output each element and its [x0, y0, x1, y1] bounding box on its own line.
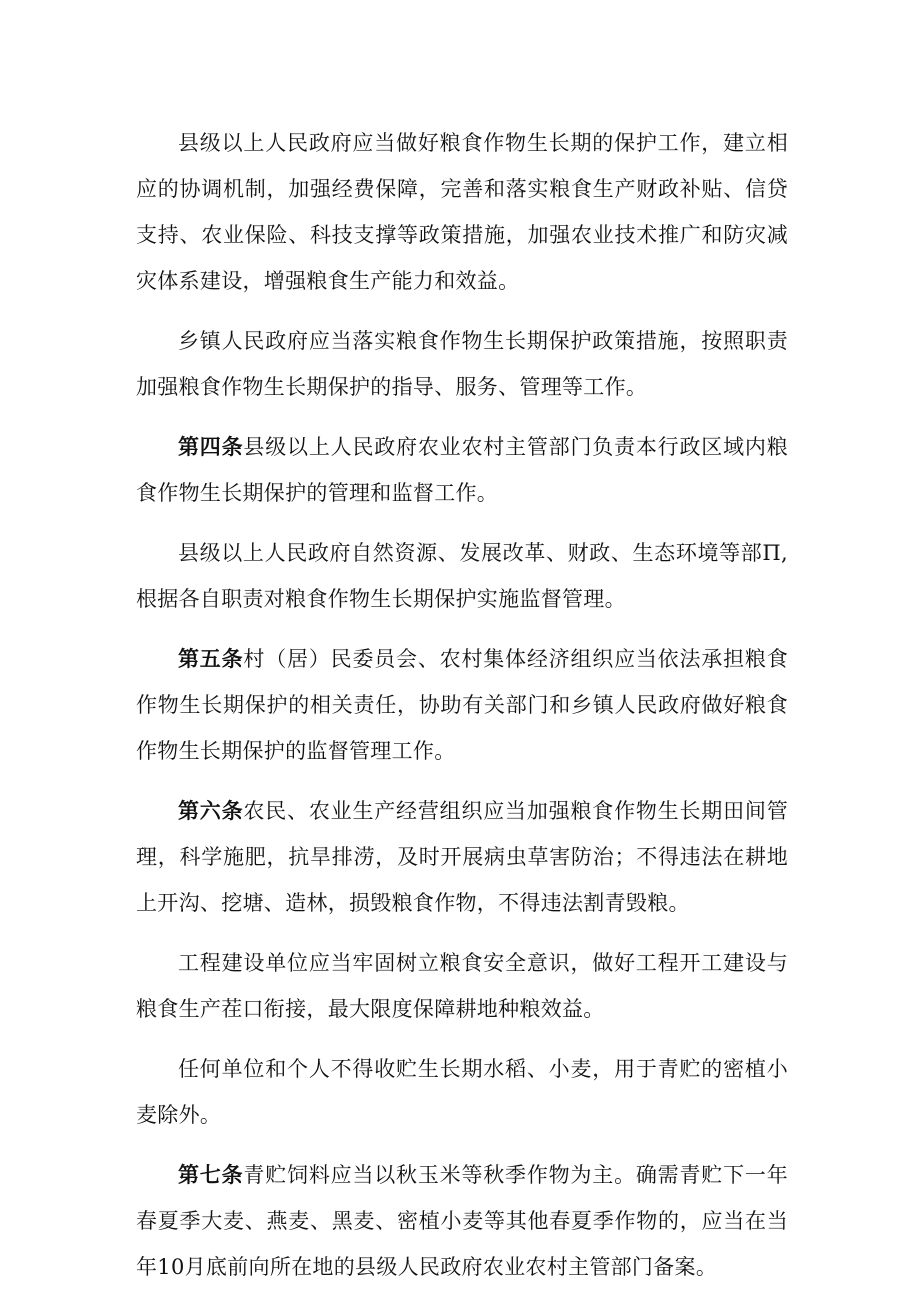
- article-number: 第五条: [178, 646, 244, 671]
- paragraph-text: 乡镇人民政府应当落实粮食作物生长期保护政策措施，按照职责加强粮食作物生长期保护的指导、服务、管理等工作。: [136, 329, 788, 399]
- article-number: 第六条: [178, 798, 244, 823]
- paragraph-text: 县级以上人民政府农业农村主管部门负责本行政区域内粮食作物生长期保护的管理和监督工作。: [136, 435, 789, 505]
- paragraph-7: [136, 940, 788, 1032]
- paragraph-text: 青贮饲料应当以秋玉米等秋季作物为主。确需青贮下一年春夏季大麦、燕麦、黑麦、密植小麦等其他春夏季作物的，应当在当年10月底前向所在地的县级人民政府农业农村主管部门备案。: [136, 1163, 789, 1279]
- article-4: [136, 424, 788, 516]
- paragraph-text: 村（居）民委员会、农村集体经济组织应当依法承担粮食作物生长期保护的相关责任，协助有关部门和乡镇人民政府做好粮食作物生长期保护的监督管理工作。: [136, 647, 789, 763]
- paragraph-4: [136, 530, 788, 622]
- paragraph-8: [136, 1046, 788, 1138]
- article-5: [136, 636, 788, 774]
- article-number: 第四条: [178, 434, 244, 459]
- article-6: [136, 788, 788, 926]
- article-7: [136, 1152, 788, 1290]
- paragraph-1: [136, 120, 788, 304]
- article-number: 第七条: [178, 1162, 244, 1187]
- paragraph-text: 任何单位和个人不得收贮生长期水稻、小麦，用于青贮的密植小麦除外。: [136, 1057, 788, 1127]
- paragraph-text: 农民、农业生产经营组织应当加强粮食作物生长期田间管理，科学施肥，抗旱排涝，及时开展病虫草害防治；不得违法在耕地上开沟、挖塘、造林，损毁粮食作物，不得违法割青毁粮。: [136, 799, 789, 915]
- paragraph-2: [136, 318, 788, 410]
- paragraph-text: 工程建设单位应当牢固树立粮食安全意识，做好工程开工建设与粮食生产茬口衔接，最大限度保障耕地种粮效益。: [136, 951, 788, 1021]
- paragraph-text: 县级以上人民政府应当做好粮食作物生长期的保护工作，建立相应的协调机制，加强经费保障，完善和落实粮食生产财政补贴、信贷支持、农业保险、科技支撑等政策措施，加强农业技术推广和防灾减灾体系建设，增强粮食生产能力和效益。: [136, 131, 788, 293]
- paragraph-text: 县级以上人民政府自然资源、发展改革、财政、生态环境等部Π,根据各自职责对粮食作物生长期保护实施监督管理。: [136, 541, 788, 611]
